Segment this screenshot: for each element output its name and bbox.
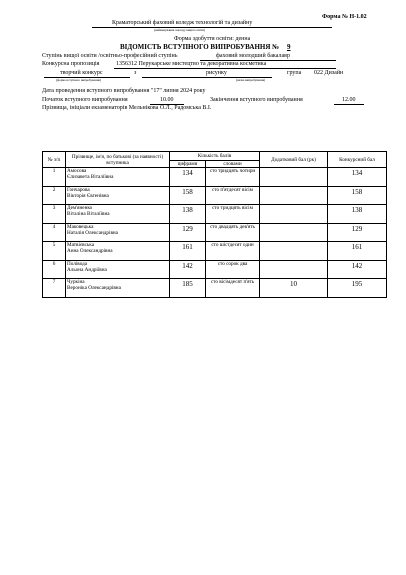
group-value: 022 Дизайн bbox=[314, 70, 344, 76]
row-words: сто вісімдесят п'ять bbox=[206, 279, 260, 298]
row-digits: 161 bbox=[170, 242, 206, 261]
row-given: Альона Андріївна bbox=[67, 266, 107, 273]
row-extra bbox=[260, 242, 328, 261]
start-value: 10.00 bbox=[160, 97, 174, 103]
end-underline bbox=[334, 104, 364, 105]
row-surname: Амосова bbox=[67, 168, 87, 174]
row-extra bbox=[260, 186, 328, 205]
examiners: Прізвища, ініціали екзаменаторів Мельнікова О.Л., Радомська В.І. bbox=[42, 105, 212, 111]
header-words: словами bbox=[206, 161, 260, 168]
row-given: Наталія Олександрівна bbox=[67, 229, 118, 236]
table-row bbox=[43, 168, 387, 187]
row-contest: 142 bbox=[328, 260, 387, 279]
exam-name: творчий конкурс bbox=[60, 70, 103, 76]
document-title bbox=[120, 43, 296, 51]
institution-caption: (найменування закладу вищої освіти) bbox=[154, 28, 205, 32]
row-surname: Матвієвська bbox=[67, 242, 94, 248]
study-form: Форма здобуття освіти: денна bbox=[174, 36, 251, 42]
group-label: група bbox=[287, 70, 302, 76]
header-row bbox=[43, 152, 387, 161]
institution-underline bbox=[92, 27, 332, 28]
end-label: Закінчення вступного випробування bbox=[210, 97, 303, 103]
row-name bbox=[66, 279, 170, 298]
exam-date: Дата проведення вступного випробування "17" липня 2024 року bbox=[42, 88, 206, 94]
subject-caption: (назва випробування) bbox=[236, 78, 266, 82]
row-contest: 161 bbox=[328, 242, 387, 261]
row-name bbox=[66, 260, 170, 279]
offer-label: Конкурсна пропозиція bbox=[42, 61, 100, 67]
offer-value: 1356312 Перукарське мистецтво та декоративна косметика bbox=[116, 61, 267, 67]
row-num: 4 bbox=[43, 223, 66, 242]
row-words: сто сорок два bbox=[206, 260, 260, 279]
row-words: сто двадцять дев'ять bbox=[206, 223, 260, 242]
row-contest: 195 bbox=[328, 279, 387, 298]
row-digits: 185 bbox=[170, 279, 206, 298]
table-row bbox=[43, 223, 387, 242]
row-num: 7 bbox=[43, 279, 66, 298]
row-given: Вікторія Євгенівна bbox=[67, 192, 109, 199]
exam-type-caption: (форма вступного випробування) bbox=[56, 78, 101, 82]
row-num: 3 bbox=[43, 205, 66, 224]
title-prefix: ВІДОМІСТЬ ВСТУПНОГО ВИПРОБУВАННЯ № bbox=[120, 43, 280, 51]
row-extra bbox=[260, 223, 328, 242]
row-given: Віталіна Віталіївна bbox=[67, 211, 110, 217]
exam-conjunction: з bbox=[134, 70, 137, 76]
degree-value: фаховий молодший бакалавр bbox=[216, 53, 290, 59]
row-digits: 134 bbox=[170, 168, 206, 187]
row-extra bbox=[260, 260, 328, 279]
header-name: Прізвище, ім'я, по батькові (за наявності) вступника bbox=[66, 152, 170, 168]
row-num: 6 bbox=[43, 260, 66, 279]
table-row bbox=[43, 260, 387, 279]
offer-underline bbox=[114, 68, 336, 69]
degree-label: Ступінь вищої освіти /освітньо-професійний ступінь bbox=[42, 53, 178, 59]
header-extra: Додатковий бал (рк) bbox=[260, 152, 328, 168]
row-name bbox=[66, 205, 170, 224]
row-digits: 158 bbox=[170, 186, 206, 205]
row-name bbox=[66, 242, 170, 261]
row-given: Анна Олександрівна bbox=[67, 248, 113, 254]
exam-subject: рисунку bbox=[206, 70, 227, 76]
table-row bbox=[43, 279, 387, 298]
row-num: 5 bbox=[43, 242, 66, 261]
row-extra bbox=[260, 205, 328, 224]
results-table bbox=[42, 151, 387, 298]
institution-name: Краматорський фаховий коледж технологій та дизайну bbox=[112, 20, 253, 26]
row-num: 1 bbox=[43, 168, 66, 187]
header-digits: цифрами bbox=[170, 161, 206, 168]
start-label: Початок вступного випробування bbox=[42, 97, 128, 103]
row-surname: Чуркіна bbox=[67, 279, 85, 285]
table-row bbox=[43, 186, 387, 205]
row-name bbox=[66, 168, 170, 187]
row-contest: 138 bbox=[328, 205, 387, 224]
row-digits: 129 bbox=[170, 223, 206, 242]
title-number: 9 bbox=[286, 43, 291, 51]
table-row bbox=[43, 205, 387, 224]
row-contest: 134 bbox=[328, 168, 387, 187]
header-num: № з/п bbox=[43, 152, 66, 168]
row-words: сто тридцять чотири bbox=[206, 168, 260, 187]
row-words: сто п'ятдесят вісім bbox=[206, 186, 260, 205]
row-num: 2 bbox=[43, 186, 66, 205]
row-words: сто тридцять вісім bbox=[206, 205, 260, 224]
row-digits: 138 bbox=[170, 205, 206, 224]
header-contest: Конкурсний бал bbox=[328, 152, 387, 168]
row-extra: 10 bbox=[260, 279, 328, 298]
row-given: Вероніка Олександрівна bbox=[67, 285, 121, 291]
table-row bbox=[43, 242, 387, 261]
row-surname: Маковецька bbox=[67, 223, 94, 230]
form-label: Форма № Н-1.02 bbox=[322, 14, 367, 20]
row-surname: Дем'яненко bbox=[67, 205, 93, 211]
header-score: Кількість балів bbox=[170, 152, 260, 161]
row-name bbox=[66, 223, 170, 242]
row-digits: 142 bbox=[170, 260, 206, 279]
row-contest: 158 bbox=[328, 186, 387, 205]
row-extra bbox=[260, 168, 328, 187]
row-surname: Гончарова bbox=[67, 186, 90, 193]
row-contest: 129 bbox=[328, 223, 387, 242]
row-surname: Полівода bbox=[67, 260, 88, 267]
row-given: Єлизавета Віталіївна bbox=[67, 174, 114, 180]
row-words: сто шістдесят один bbox=[206, 242, 260, 261]
end-value: 12.00 bbox=[342, 97, 356, 103]
row-name bbox=[66, 186, 170, 205]
